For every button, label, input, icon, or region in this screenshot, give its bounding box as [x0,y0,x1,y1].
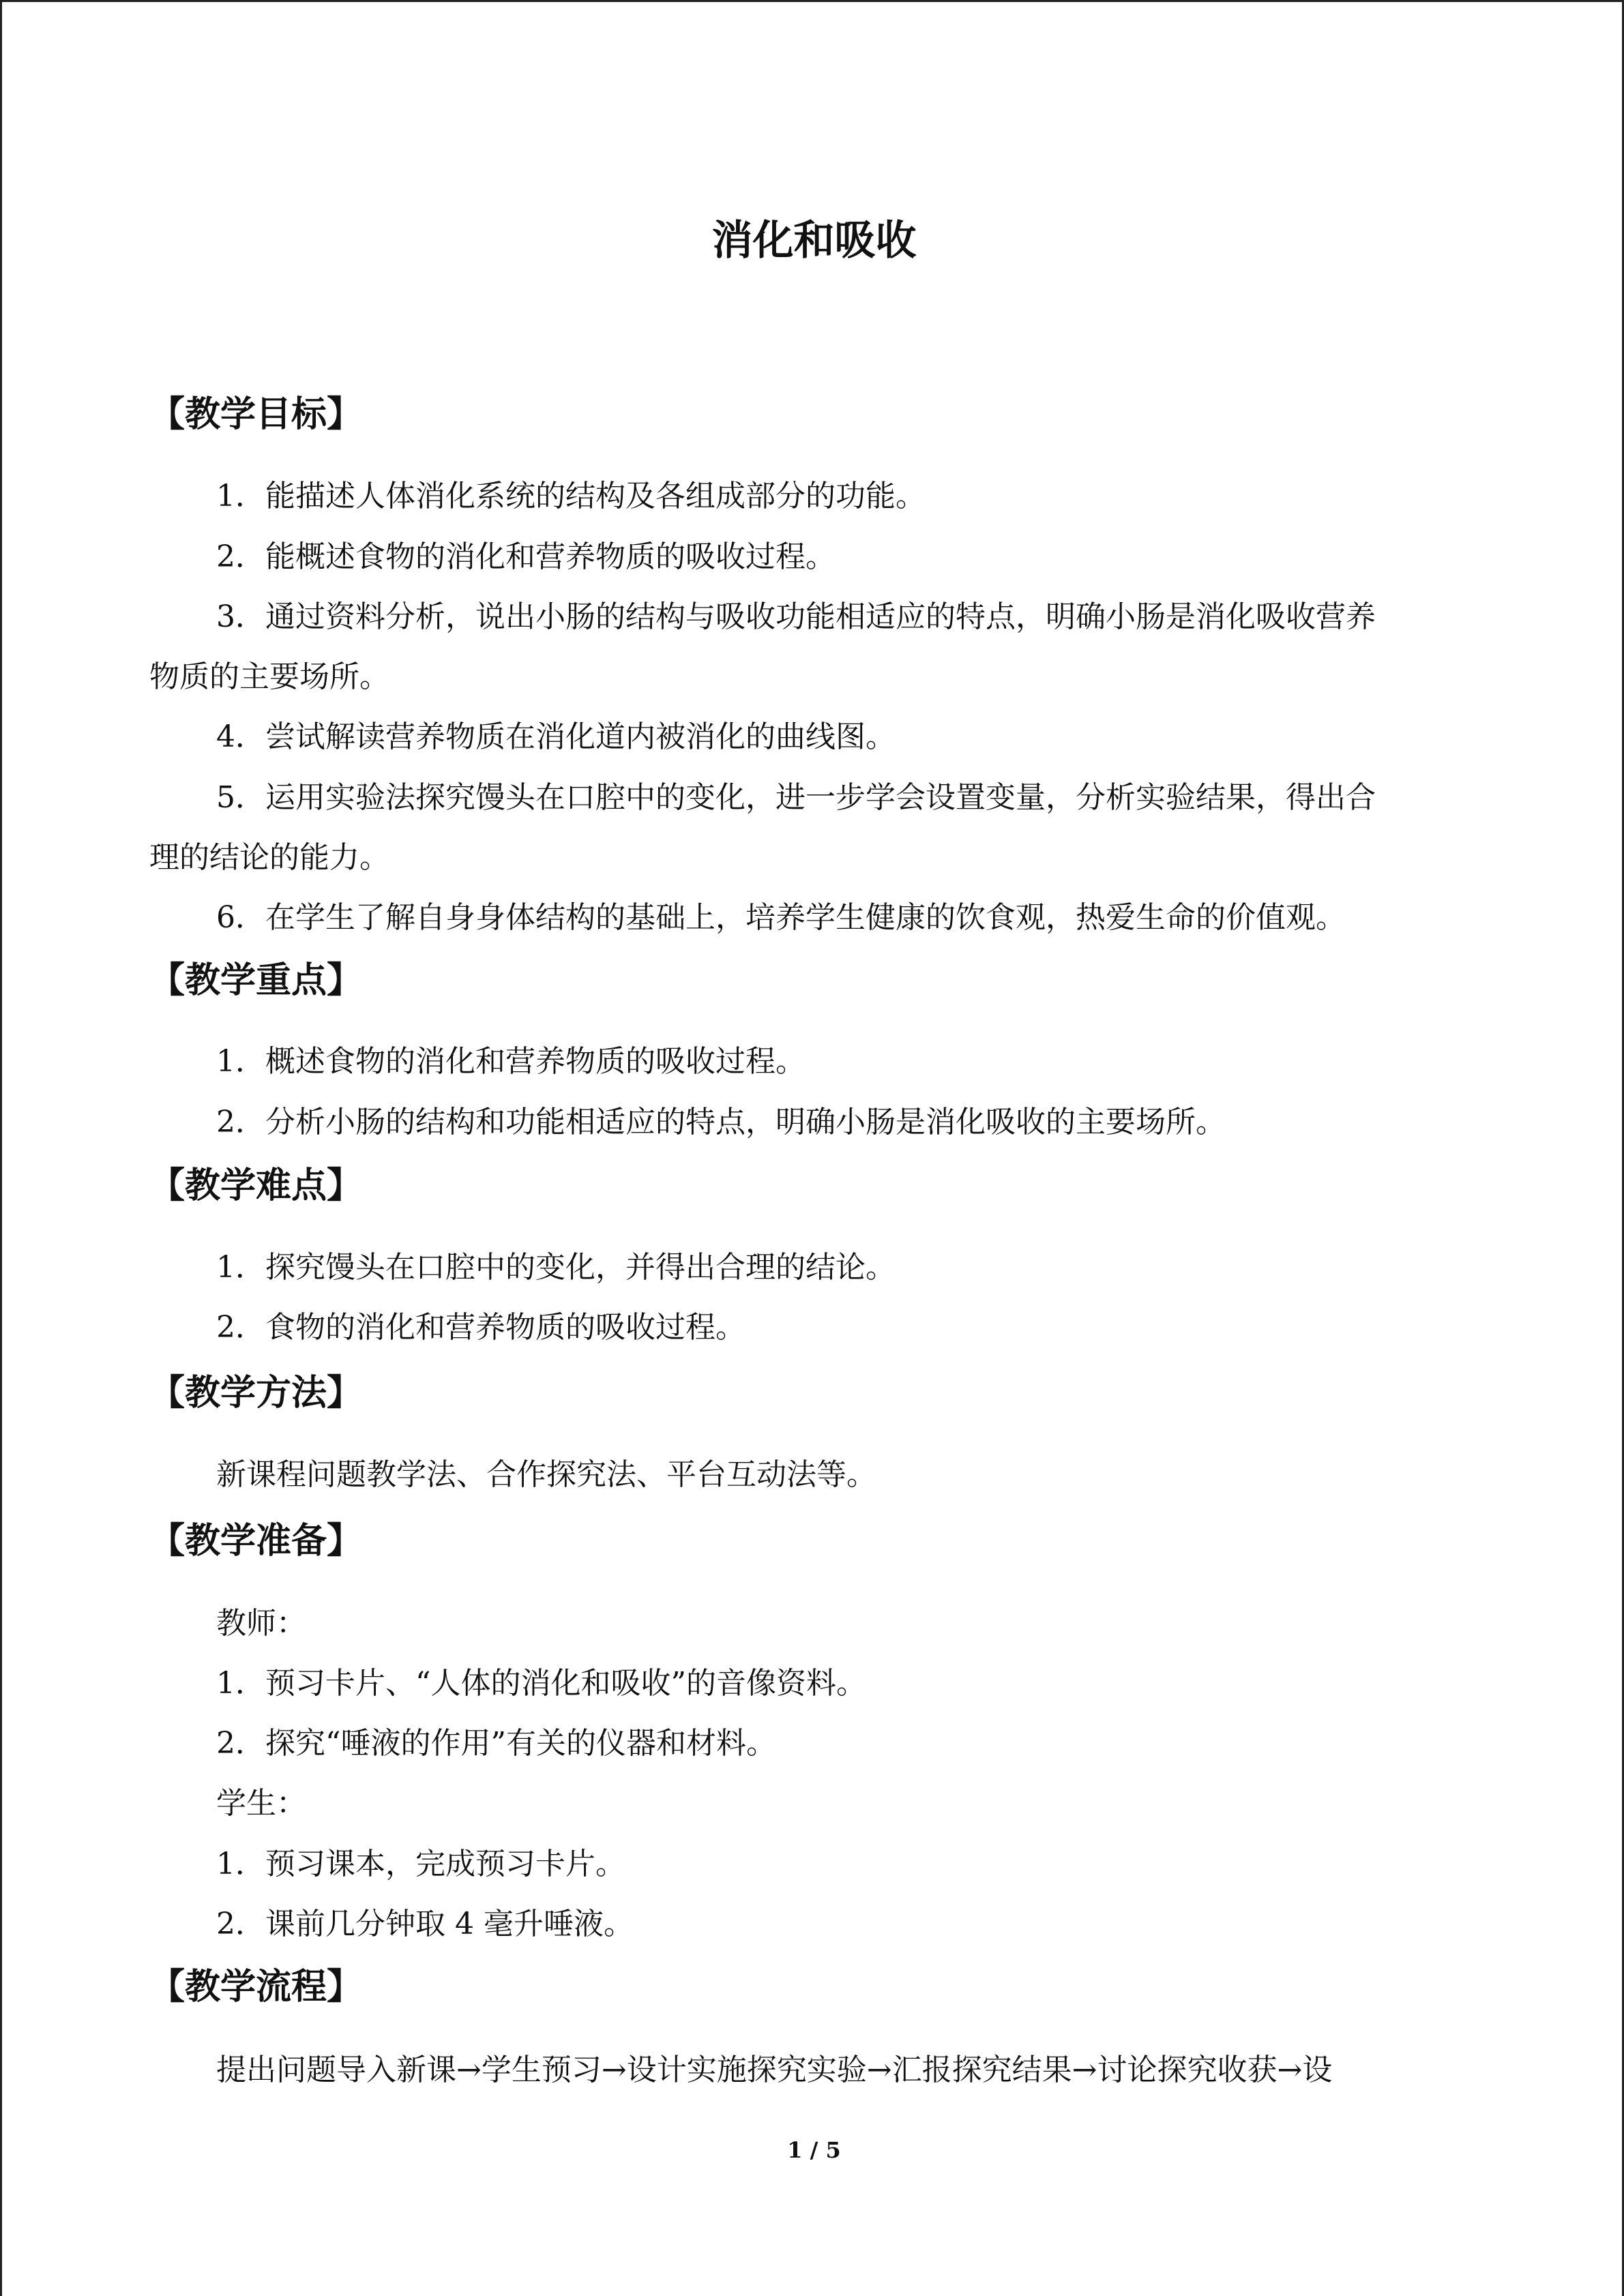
method-item-1: 新课程问题教学法、合作探究法、平台互动法等。 [216,1457,876,1492]
prep-teacher-item-1: 1．预习卡片、“人体的消化和吸收”的音像资料。 [216,1666,866,1701]
difficulty-item-1: 1．探究馒头在口腔中的变化，并得出合理的结论。 [216,1250,896,1285]
goal-item-2: 2．能概述食物的消化和营养物质的吸收过程。 [216,539,836,574]
page-title: 消化和吸收 [711,217,917,265]
goal-item-6: 6．在学生了解自身身体结构的基础上，培养学生健康的饮食观，热爱生命的价值观。 [216,900,1346,935]
section-heading-key-points: 【教学重点】 [149,960,363,1001]
goal-item-5-cont: 理的结论的能力。 [149,840,389,875]
key-point-item-2: 2．分析小肠的结构和功能相适应的特点，明确小肠是消化吸收的主要场所。 [216,1105,1226,1139]
page-number: 1 / 5 [787,2137,841,2163]
prep-student-label: 学生： [216,1786,306,1821]
goal-item-1: 1．能描述人体消化系统的结构及各组成部分的功能。 [216,479,926,513]
prep-student-item-2: 2．课前几分钟取 4 毫升唾液。 [216,1907,634,1941]
prep-teacher-item-2: 2．探究“唾液的作用”有关的仪器和材料。 [216,1726,776,1761]
difficulty-item-2: 2．食物的消化和营养物质的吸收过程。 [216,1310,745,1345]
section-heading-goals: 【教学目标】 [149,394,363,435]
goal-item-4: 4．尝试解读营养物质在消化道内被消化的曲线图。 [216,719,896,754]
goal-item-5: 5．运用实验法探究馒头在口腔中的变化，进一步学会设置变量，分析实验结果，得出合 [216,780,1376,815]
section-heading-methods: 【教学方法】 [149,1373,363,1414]
section-heading-process: 【教学流程】 [149,1967,363,2008]
key-point-item-1: 1．概述食物的消化和营养物质的吸收过程。 [216,1044,806,1079]
process-item-1: 提出问题导入新课→学生预习→设计实施探究实验→汇报探究结果→讨论探究收获→设 [216,2053,1333,2087]
goal-item-3: 3．通过资料分析，说出小肠的结构与吸收功能相适应的特点，明确小肠是消化吸收营养 [216,599,1376,634]
section-heading-difficulties: 【教学难点】 [149,1165,363,1206]
prep-student-item-1: 1．预习课本，完成预习卡片。 [216,1847,625,1881]
prep-teacher-label: 教师： [216,1606,306,1641]
goal-item-3-cont: 物质的主要场所。 [149,659,389,694]
section-heading-preparation: 【教学准备】 [149,1521,363,1562]
